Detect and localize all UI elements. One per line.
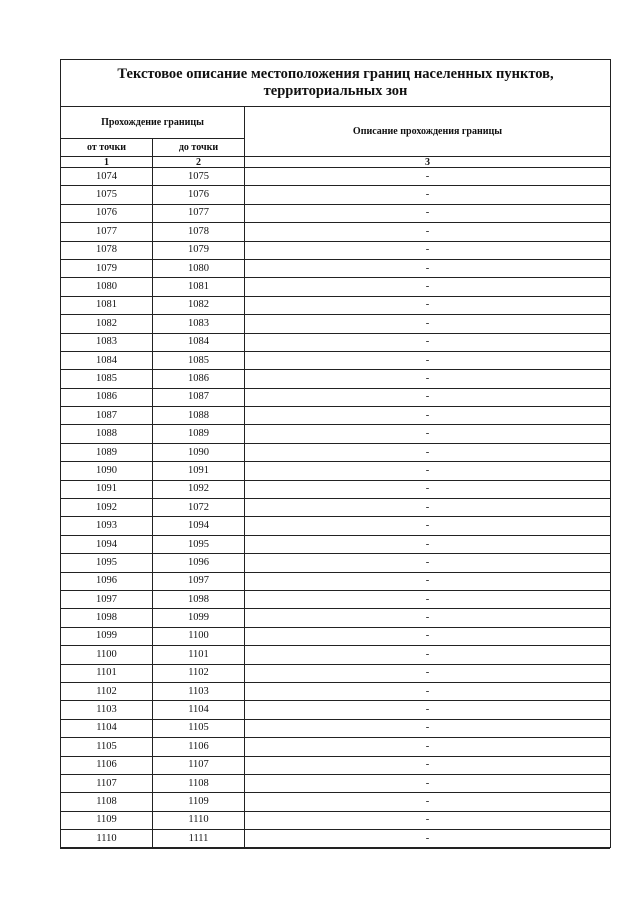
- description-cell: -: [245, 370, 611, 388]
- to-point-cell: 1095: [153, 535, 245, 553]
- table-row: [61, 627, 611, 645]
- table-row: [61, 609, 611, 627]
- from-point-cell: 1096: [61, 572, 153, 590]
- description-cell: -: [245, 627, 611, 645]
- table-row: [61, 572, 611, 590]
- to-point-cell: 1077: [153, 204, 245, 222]
- to-point-cell: 1086: [153, 370, 245, 388]
- table-row: [61, 388, 611, 406]
- from-point-cell: 1081: [61, 296, 153, 314]
- from-point-cell: 1088: [61, 425, 153, 443]
- to-point-cell: 1083: [153, 315, 245, 333]
- description-cell: -: [245, 259, 611, 277]
- from-point-cell: 1092: [61, 499, 153, 517]
- description-cell: -: [245, 793, 611, 811]
- document-title: [61, 60, 611, 107]
- from-point-cell: 1100: [61, 646, 153, 664]
- description-cell: -: [245, 333, 611, 351]
- from-point-cell: 1102: [61, 682, 153, 700]
- from-point-cell: 1110: [61, 830, 153, 848]
- description-cell: -: [245, 278, 611, 296]
- table-row: [61, 646, 611, 664]
- from-point-cell: 1093: [61, 517, 153, 535]
- to-point-cell: 1108: [153, 774, 245, 792]
- table-row: [61, 756, 611, 774]
- table-row: [61, 241, 611, 259]
- header-to-point: до точки: [153, 139, 245, 157]
- header-from-point: от точки: [61, 139, 153, 157]
- to-point-cell: 1110: [153, 811, 245, 829]
- to-point-cell: 1072: [153, 499, 245, 517]
- from-point-cell: 1079: [61, 259, 153, 277]
- from-point-cell: 1080: [61, 278, 153, 296]
- table-body: [61, 168, 611, 848]
- table-row: [61, 278, 611, 296]
- column-number-2: 2: [153, 157, 245, 168]
- to-point-cell: 1098: [153, 590, 245, 608]
- from-point-cell: 1086: [61, 388, 153, 406]
- from-point-cell: 1101: [61, 664, 153, 682]
- document-page: [60, 59, 610, 848]
- table-row: [61, 701, 611, 719]
- table-row: [61, 223, 611, 241]
- from-point-cell: 1087: [61, 407, 153, 425]
- table-row: [61, 296, 611, 314]
- from-point-cell: 1083: [61, 333, 153, 351]
- from-point-cell: 1108: [61, 793, 153, 811]
- description-cell: -: [245, 535, 611, 553]
- table-row: [61, 168, 611, 186]
- to-point-cell: 1100: [153, 627, 245, 645]
- to-point-cell: 1092: [153, 480, 245, 498]
- description-cell: -: [245, 517, 611, 535]
- description-cell: -: [245, 296, 611, 314]
- from-point-cell: 1077: [61, 223, 153, 241]
- from-point-cell: 1078: [61, 241, 153, 259]
- from-point-cell: 1085: [61, 370, 153, 388]
- to-point-cell: 1085: [153, 351, 245, 369]
- from-point-cell: 1076: [61, 204, 153, 222]
- to-point-cell: 1087: [153, 388, 245, 406]
- to-point-cell: 1078: [153, 223, 245, 241]
- table-row: [61, 719, 611, 737]
- from-point-cell: 1094: [61, 535, 153, 553]
- to-point-cell: 1104: [153, 701, 245, 719]
- description-cell: -: [245, 241, 611, 259]
- to-point-cell: 1080: [153, 259, 245, 277]
- description-cell: -: [245, 223, 611, 241]
- title-line-1: Текстовое описание местоположения границ населенных пунктов,: [117, 66, 554, 82]
- to-point-cell: 1089: [153, 425, 245, 443]
- header-passage: Прохождение границы: [61, 107, 245, 139]
- to-point-cell: 1079: [153, 241, 245, 259]
- to-point-cell: 1101: [153, 646, 245, 664]
- description-cell: -: [245, 315, 611, 333]
- table-row: [61, 259, 611, 277]
- from-point-cell: 1107: [61, 774, 153, 792]
- table-row: [61, 535, 611, 553]
- title-line-2: территориальных зон: [263, 83, 408, 99]
- to-point-cell: 1075: [153, 168, 245, 186]
- from-point-cell: 1104: [61, 719, 153, 737]
- table-row: [61, 664, 611, 682]
- from-point-cell: 1089: [61, 443, 153, 461]
- from-point-cell: 1084: [61, 351, 153, 369]
- description-cell: -: [245, 682, 611, 700]
- table-row: [61, 811, 611, 829]
- table-row: [61, 333, 611, 351]
- description-cell: -: [245, 186, 611, 204]
- column-number-3: 3: [245, 157, 611, 168]
- description-cell: -: [245, 664, 611, 682]
- description-cell: -: [245, 774, 611, 792]
- to-point-cell: 1094: [153, 517, 245, 535]
- to-point-cell: 1111: [153, 830, 245, 848]
- from-point-cell: 1098: [61, 609, 153, 627]
- from-point-cell: 1106: [61, 756, 153, 774]
- to-point-cell: 1091: [153, 462, 245, 480]
- description-cell: -: [245, 701, 611, 719]
- to-point-cell: 1105: [153, 719, 245, 737]
- to-point-cell: 1090: [153, 443, 245, 461]
- description-cell: -: [245, 480, 611, 498]
- to-point-cell: 1081: [153, 278, 245, 296]
- to-point-cell: 1109: [153, 793, 245, 811]
- to-point-cell: 1088: [153, 407, 245, 425]
- from-point-cell: 1109: [61, 811, 153, 829]
- description-cell: -: [245, 462, 611, 480]
- table-row: [61, 517, 611, 535]
- description-cell: -: [245, 756, 611, 774]
- description-cell: -: [245, 572, 611, 590]
- to-point-cell: 1096: [153, 554, 245, 572]
- from-point-cell: 1090: [61, 462, 153, 480]
- from-point-cell: 1097: [61, 590, 153, 608]
- table-row: [61, 462, 611, 480]
- description-cell: -: [245, 388, 611, 406]
- to-point-cell: 1103: [153, 682, 245, 700]
- to-point-cell: 1082: [153, 296, 245, 314]
- description-cell: -: [245, 738, 611, 756]
- to-point-cell: 1076: [153, 186, 245, 204]
- table-row: [61, 554, 611, 572]
- to-point-cell: 1084: [153, 333, 245, 351]
- to-point-cell: 1106: [153, 738, 245, 756]
- from-point-cell: 1103: [61, 701, 153, 719]
- boundary-table: [60, 59, 611, 848]
- description-cell: -: [245, 425, 611, 443]
- table-row: [61, 499, 611, 517]
- to-point-cell: 1107: [153, 756, 245, 774]
- from-point-cell: 1074: [61, 168, 153, 186]
- table-row: [61, 443, 611, 461]
- from-point-cell: 1105: [61, 738, 153, 756]
- table-row: [61, 830, 611, 848]
- description-cell: -: [245, 830, 611, 848]
- description-cell: -: [245, 443, 611, 461]
- description-cell: -: [245, 646, 611, 664]
- from-point-cell: 1095: [61, 554, 153, 572]
- table-row: [61, 738, 611, 756]
- column-number-1: 1: [61, 157, 153, 168]
- from-point-cell: 1082: [61, 315, 153, 333]
- table-row: [61, 315, 611, 333]
- table-row: [61, 682, 611, 700]
- table-row: [61, 351, 611, 369]
- table-row: [61, 204, 611, 222]
- description-cell: -: [245, 590, 611, 608]
- bottom-border-line: [60, 848, 610, 849]
- description-cell: -: [245, 407, 611, 425]
- description-cell: -: [245, 554, 611, 572]
- to-point-cell: 1102: [153, 664, 245, 682]
- table-row: [61, 407, 611, 425]
- description-cell: -: [245, 204, 611, 222]
- from-point-cell: 1099: [61, 627, 153, 645]
- table-row: [61, 370, 611, 388]
- table-row: [61, 590, 611, 608]
- table-row: [61, 774, 611, 792]
- description-cell: -: [245, 609, 611, 627]
- to-point-cell: 1097: [153, 572, 245, 590]
- description-cell: -: [245, 168, 611, 186]
- description-cell: -: [245, 499, 611, 517]
- table-row: [61, 480, 611, 498]
- description-cell: -: [245, 719, 611, 737]
- description-cell: -: [245, 811, 611, 829]
- description-cell: -: [245, 351, 611, 369]
- table-row: [61, 186, 611, 204]
- header-description: Описание прохождения границы: [245, 107, 611, 157]
- from-point-cell: 1091: [61, 480, 153, 498]
- table-row: [61, 793, 611, 811]
- from-point-cell: 1075: [61, 186, 153, 204]
- table-row: [61, 425, 611, 443]
- to-point-cell: 1099: [153, 609, 245, 627]
